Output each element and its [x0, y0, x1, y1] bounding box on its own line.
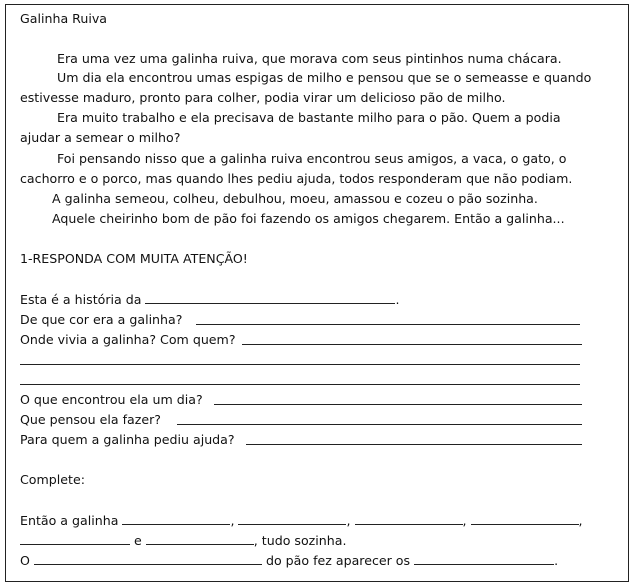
comma: , [462, 513, 467, 528]
comma: , [346, 513, 351, 528]
question-1 [20, 291, 399, 308]
answer-blank-1[interactable] [145, 291, 395, 304]
complete-blank-8[interactable] [414, 552, 554, 565]
answer-line-3[interactable] [242, 344, 582, 345]
complete-blank-6[interactable] [146, 532, 254, 545]
comma: , [230, 513, 235, 528]
complete-blank-2[interactable] [238, 512, 346, 525]
question-2: De que cor era a galinha? [20, 312, 183, 327]
complete-blank-1[interactable] [122, 512, 230, 525]
question-3: Onde vivia a galinha? Com quem? [20, 332, 236, 347]
story-line: Aquele cheirinho bom de pão foi fazendo os amigos chegarem. Então a galinha... [52, 211, 565, 226]
question-5: Que pensou ela fazer? [20, 412, 161, 427]
story-line: estivesse maduro, pronto para colher, podia virar um delicioso pão de milho. [20, 90, 506, 105]
complete-line-2-end: , tudo sozinha. [253, 533, 347, 548]
answer-line-4[interactable] [214, 404, 582, 405]
question-1-end: . [395, 292, 400, 307]
question-4: O que encontrou ela um dia? [20, 392, 203, 407]
complete-and: e [134, 533, 142, 548]
worksheet-title: Galinha Ruiva [20, 11, 107, 26]
complete-line-3-start: O [20, 553, 30, 568]
answer-line-3c[interactable] [20, 384, 580, 385]
section-title: 1-RESPONDA COM MUITA ATENÇÃO! [20, 251, 248, 266]
story-line: ajudar a semear o milho? [20, 130, 181, 145]
answer-line-3b[interactable] [20, 364, 580, 365]
answer-line-6[interactable] [246, 444, 582, 445]
complete-line-1-start: Então a galinha [20, 513, 119, 528]
story-line: Era muito trabalho e ela precisava de bastante milho para o pão. Quem a podia [57, 110, 561, 125]
story-line: A galinha semeou, colheu, debulhou, moeu, amassou e cozeu o pão sozinha. [52, 191, 538, 206]
complete-line-1 [20, 512, 583, 529]
story-line: cachorro e o porco, mas quando lhes pediu ajuda, todos responderam que não podiam. [20, 171, 573, 186]
complete-line-3 [20, 552, 558, 569]
complete-line-3-end: . [554, 553, 559, 568]
story-line: Um dia ela encontrou umas espigas de milho e pensou que se o semeasse e quando [57, 70, 592, 85]
complete-line-3-mid: do pão fez aparecer os [265, 553, 411, 568]
complete-blank-3[interactable] [355, 512, 463, 525]
complete-blank-5[interactable] [20, 532, 130, 545]
question-1-label: Esta é a história da [20, 292, 142, 307]
story-line: Era uma vez uma galinha ruiva, que morava com seus pintinhos numa chácara. [57, 51, 562, 66]
complete-blank-7[interactable] [34, 552, 262, 565]
question-6: Para quem a galinha pediu ajuda? [20, 432, 235, 447]
answer-line-2[interactable] [196, 324, 580, 325]
answer-line-5[interactable] [177, 424, 582, 425]
complete-title: Complete: [20, 472, 85, 487]
complete-blank-4[interactable] [471, 512, 579, 525]
complete-line-2 [20, 532, 346, 549]
comma: , [578, 513, 583, 528]
story-line: Foi pensando nisso que a galinha ruiva encontrou seus amigos, a vaca, o gato, o [57, 151, 567, 166]
